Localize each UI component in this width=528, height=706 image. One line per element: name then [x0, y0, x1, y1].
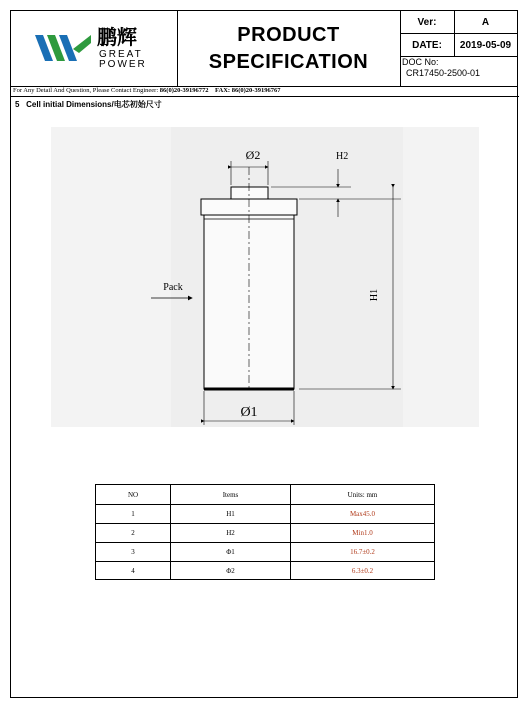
- section-number: 5: [15, 100, 20, 109]
- table-header-row: [96, 485, 435, 505]
- contact-prefix: For Any Detail And Question, Please Contact Engineer:: [13, 87, 159, 94]
- ver-row: [400, 11, 517, 34]
- row-value: 6.3±0.2: [291, 562, 435, 580]
- date-row: [400, 34, 517, 57]
- contact-line: [11, 86, 519, 97]
- phi1-label: Ø1: [240, 405, 258, 420]
- contact-fax-label: FAX:: [215, 87, 231, 94]
- title-block: [177, 11, 401, 86]
- row-no: 2: [96, 524, 171, 543]
- row-value: Min1.0: [291, 524, 435, 543]
- row-item: H1: [171, 505, 291, 524]
- header-units: Units: mm: [291, 485, 435, 505]
- cell-drawing: [201, 167, 297, 389]
- logo-cn-text: 鹏辉: [97, 27, 137, 49]
- phi2-label: Ø2: [245, 148, 261, 162]
- dimension-table: [95, 484, 435, 580]
- cell-dimension-diagram: [51, 127, 479, 427]
- logo-block: [11, 11, 178, 86]
- h2-label: H2: [336, 151, 349, 162]
- h1-label: H1: [369, 288, 380, 302]
- table-row: [96, 562, 435, 580]
- table-row: [96, 543, 435, 562]
- header: [11, 11, 517, 87]
- pack-label: Pack: [163, 282, 183, 293]
- header-items: Items: [171, 485, 291, 505]
- section-title: Cell initial Dimensions/电芯初始尺寸: [26, 100, 162, 109]
- header-no: NO: [96, 485, 171, 505]
- doc-number: [400, 57, 519, 79]
- contact-tel: 86(0)20-39196772: [159, 87, 209, 94]
- logo-en-line2: POWER: [99, 59, 147, 70]
- ver-value: A: [481, 16, 490, 28]
- spec-page: [10, 10, 518, 698]
- row-item: H2: [171, 524, 291, 543]
- title-line2: SPECIFICATION: [208, 50, 369, 73]
- meta-block: [400, 11, 517, 86]
- logo-en-line1: GREAT: [99, 49, 143, 60]
- doc-label: DOC No:: [402, 57, 439, 67]
- great-power-logo-icon: [33, 29, 93, 69]
- section-heading: [15, 99, 162, 110]
- doc-value: CR17450-2500-01: [406, 68, 481, 78]
- row-value: 16.7±0.2: [291, 543, 435, 562]
- row-no: 4: [96, 562, 171, 580]
- table-row: [96, 505, 435, 524]
- row-value: Max45.0: [291, 505, 435, 524]
- contact-fax: 86(0)20-39196767: [231, 87, 281, 94]
- row-no: 1: [96, 505, 171, 524]
- row-item: Φ1: [171, 543, 291, 562]
- row-item: Φ2: [171, 562, 291, 580]
- ver-label: Ver:: [400, 11, 455, 33]
- row-no: 3: [96, 543, 171, 562]
- title-line1: PRODUCT: [237, 23, 340, 46]
- date-label: DATE:: [400, 34, 455, 56]
- table-row: [96, 524, 435, 543]
- date-value: 2019-05-09: [459, 39, 512, 51]
